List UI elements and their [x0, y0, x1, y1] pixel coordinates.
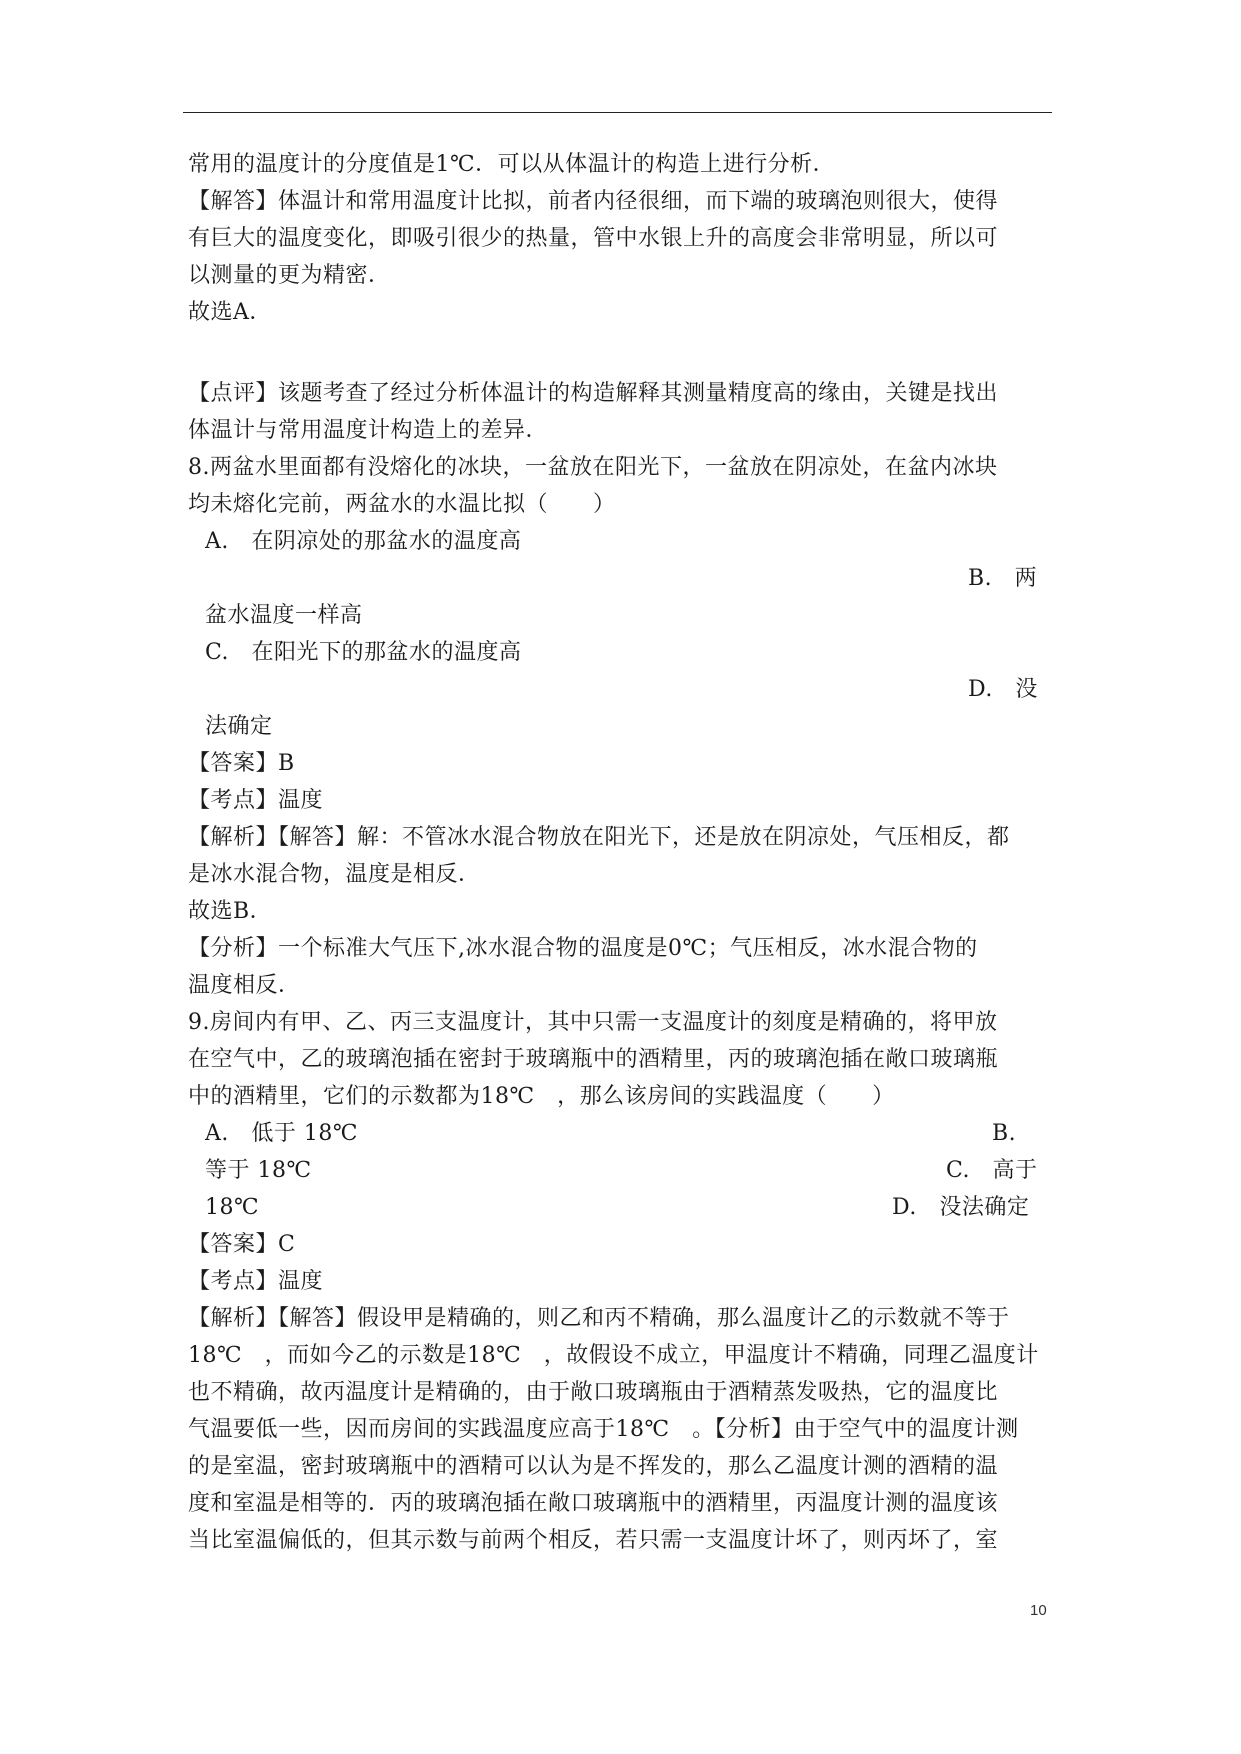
q9-knowledge-point: 【考点】温度	[188, 1269, 324, 1294]
q7-comment-line-2: 体温计与常用温度计构造上的差异．	[188, 418, 549, 443]
q8-option-c: C. 在阳光下的那盆水的温度高	[205, 640, 522, 665]
q9-analysis-line-7: 当比室温偏低的，但其示数与前两个相反，若只需一支温度计坏了，则丙坏了，室	[188, 1528, 999, 1553]
q8-option-d-tail: 法确定	[205, 714, 273, 739]
q9-analysis-line-4: 气温要低一些，因而房间的实践温度应高于18℃ 。【分析】由于空气中的温度计测	[188, 1417, 1019, 1442]
q9-option-c-tail: 18℃	[205, 1195, 260, 1220]
q8-analysis-line-5: 温度相反．	[188, 973, 301, 998]
q9-option-d: D. 没法确定	[892, 1195, 1030, 1220]
q8-stem-line-2: 均未熔化完前，两盆水的水温比拟（ ）	[188, 492, 616, 517]
q8-answer: 【答案】B	[188, 751, 295, 776]
q8-option-b-tail: 盆水温度一样高	[205, 603, 363, 628]
q9-option-a: A. 低于 18℃	[205, 1121, 358, 1146]
q8-knowledge-point: 【考点】温度	[188, 788, 324, 813]
q9-stem-line-2: 在空气中，乙的玻璃泡插在密封于玻璃瓶中的酒精里，丙的玻璃泡插在敞口玻璃瓶	[188, 1047, 999, 1072]
q9-analysis-line-1: 【解析】【解答】假设甲是精确的，则乙和丙不精确，那么温度计乙的示数就不等于	[188, 1306, 1010, 1331]
q9-analysis-line-3: 也不精确，故丙温度计是精确的，由于敞口玻璃瓶由于酒精蒸发吸热，它的温度比	[188, 1380, 999, 1405]
q9-stem-line-3: 中的酒精里，它们的示数都为18℃ ，那么该房间的实践温度（ ）	[188, 1084, 895, 1109]
q9-option-c-head: C. 高于	[946, 1158, 1038, 1183]
header-rule	[183, 112, 1052, 113]
q8-option-d-head: D. 没	[968, 677, 1038, 702]
q7-line-1: 常用的温度计的分度值是1℃．可以从体温计的构造上进行分析．	[188, 152, 836, 177]
q8-option-a: A. 在阴凉处的那盆水的温度高	[205, 529, 522, 554]
page-number: 10	[1030, 1602, 1047, 1619]
q9-analysis-line-5: 的是室温，密封玻璃瓶中的酒精可以认为是不挥发的，那么乙温度计测的酒精的温	[188, 1454, 999, 1479]
q8-stem-line-1: 8.两盆水里面都有没熔化的冰块，一盆放在阳光下，一盆放在阴凉处，在盆内冰块	[188, 455, 998, 480]
q9-stem-line-1: 9.房间内有甲、乙、丙三支温度计，其中只需一支温度计的刻度是精确的，将甲放	[188, 1010, 998, 1035]
q8-analysis-line-2: 是冰水混合物，温度是相反．	[188, 862, 481, 887]
q9-analysis-line-2: 18℃ ，而如今乙的示数是18℃ ，故假设不成立，甲温度计不精确，同理乙温度计	[188, 1343, 1039, 1368]
q7-solution-line-2: 有巨大的温度变化，即吸引很少的热量，管中水银上升的高度会非常明显，所以可	[188, 226, 999, 251]
q9-answer: 【答案】C	[188, 1232, 296, 1257]
q8-analysis-line-1: 【解析】【解答】解：不管冰水混合物放在阳光下，还是放在阴凉处，气压相反，都	[188, 825, 1010, 850]
q9-option-b-tail: 等于 18℃	[205, 1158, 312, 1183]
q8-analysis-line-3: 故选B．	[188, 899, 273, 924]
q9-analysis-line-6: 度和室温是相等的．丙的玻璃泡插在敞口玻璃瓶中的酒精里，丙温度计测的温度该	[188, 1491, 999, 1516]
q9-option-b-head: B.	[992, 1121, 1017, 1146]
q8-option-b-head: B. 两	[968, 566, 1038, 591]
q7-comment-line-1: 【点评】该题考查了经过分析体温计的构造解释其测量精度高的缘由，关键是找出	[188, 381, 999, 406]
q7-choice: 故选A．	[188, 300, 272, 325]
q7-solution-line-3: 以测量的更为精密．	[188, 263, 391, 288]
q7-solution-line-1: 【解答】体温计和常用温度计比拟，前者内径很细，而下端的玻璃泡则很大，使得	[188, 189, 999, 214]
q8-analysis-line-4: 【分析】一个标准大气压下,冰水混合物的温度是0℃；气压相反，冰水混合物的	[188, 936, 978, 961]
